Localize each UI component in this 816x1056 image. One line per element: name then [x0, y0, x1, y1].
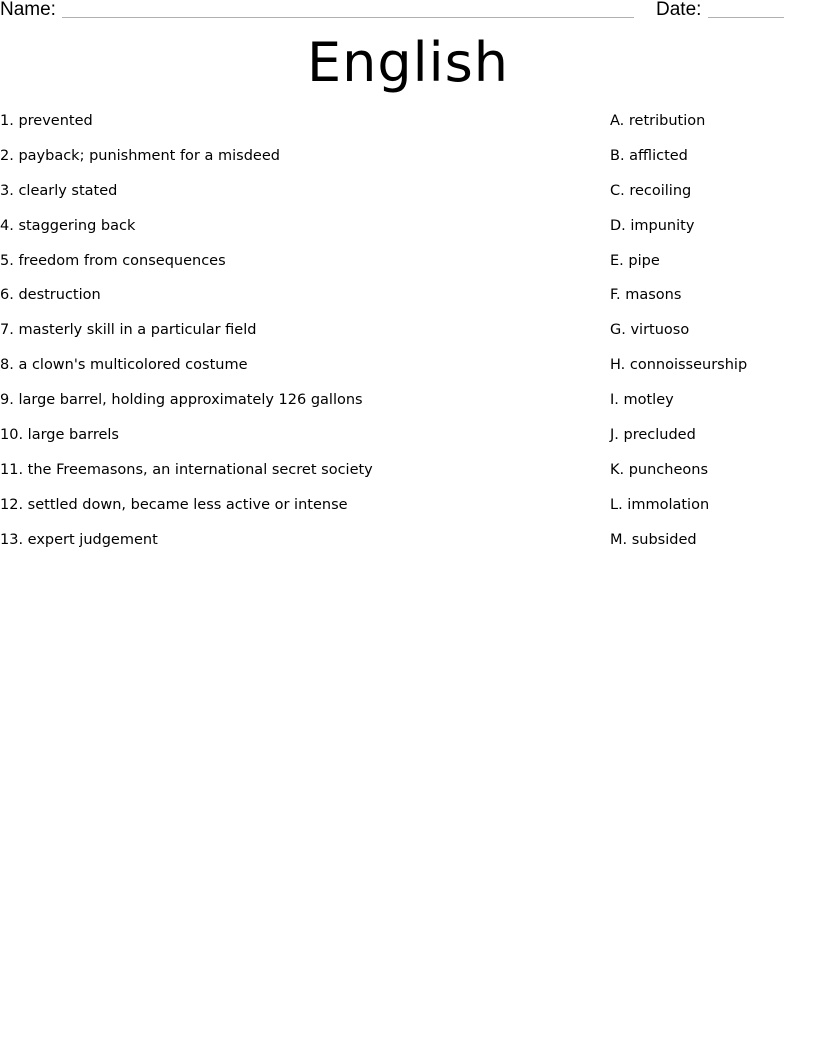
clue-item: 3. clearly stated	[0, 182, 118, 199]
clue-item: 5. freedom from consequences	[0, 252, 226, 269]
answer-item: B. afflicted	[610, 147, 688, 164]
clue-item: 12. settled down, became less active or intense	[0, 496, 348, 513]
answer-item: F. masons	[610, 287, 682, 304]
clue-item: 8. a clown's multicolored costume	[0, 357, 248, 374]
clue-item: 7. masterly skill in a particular field	[0, 322, 257, 339]
clue-item: 13. expert judgement	[0, 531, 158, 548]
answer-item: E. pipe	[610, 252, 660, 269]
clue-item: 1. prevented	[0, 113, 93, 129]
clue-item: 2. payback; punishment for a misdeed	[0, 147, 280, 164]
worksheet-header	[0, 0, 816, 24]
name-blank-line	[62, 17, 634, 18]
answer-list	[610, 111, 816, 565]
answer-item: I. motley	[610, 392, 674, 409]
answer-item: C. recoiling	[610, 182, 692, 199]
clue-item: 4. staggering back	[0, 217, 136, 234]
answer-item: D. impunity	[610, 217, 695, 234]
date-blank-line	[708, 17, 784, 18]
answer-item: A. retribution	[610, 113, 706, 129]
answer-item: M. subsided	[610, 531, 697, 548]
answer-item: H. connoisseurship	[610, 357, 748, 374]
name-label: Name:	[0, 0, 56, 20]
page-title: English	[307, 31, 509, 94]
clue-item: 9. large barrel, holding approximately 126 gallons	[0, 392, 363, 409]
answer-item: L. immolation	[610, 496, 710, 513]
clue-item: 6. destruction	[0, 287, 101, 304]
answer-item: G. virtuoso	[610, 322, 690, 339]
answer-item: J. precluded	[610, 427, 696, 444]
answer-item: K. puncheons	[610, 461, 709, 478]
clue-item: 11. the Freemasons, an international secret society	[0, 461, 373, 478]
date-label: Date:	[656, 0, 702, 20]
clue-item: 10. large barrels	[0, 427, 119, 444]
clue-list	[0, 111, 600, 565]
